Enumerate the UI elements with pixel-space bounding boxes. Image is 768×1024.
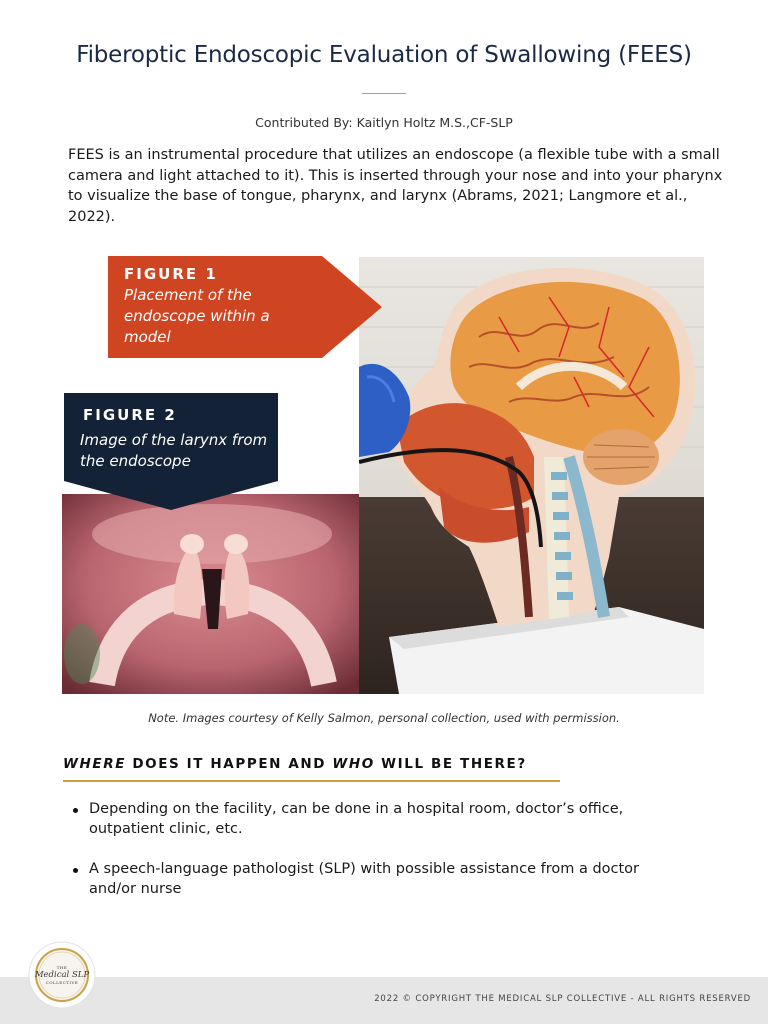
image-credit-note: Note. Images courtesy of Kelly Salmon, personal collection, used with permission. [148,711,620,725]
larynx-photo [62,494,359,694]
bullet-text: Depending on the facility, can be done in a hospital room, doctor’s office, outpatient clinic, etc. [89,801,624,837]
bullet-list [70,799,670,899]
figure1-description: Placement of the endoscope within a model [124,286,270,346]
title-divider [362,93,406,94]
list-item [70,859,670,899]
section-divider [63,780,560,782]
heading-where: WHERE [63,756,127,772]
logo-text [28,941,96,1009]
logo-line1: THE [56,965,68,970]
heading-middle: DOES IT HAPPEN AND [126,756,333,772]
document-title: Fiberoptic Endoscopic Evaluation of Swallowing (FEES) [76,42,692,68]
head-model-photo [359,257,704,694]
contributor-line: Contributed By: Kaitlyn Holtz M.S.,CF-SLP [255,115,513,130]
heading-end: WILL BE THERE? [374,756,527,772]
medical-slp-logo [28,941,96,1009]
figure2-description: Image of the larynx from the endoscope [80,431,268,470]
figure1-label: FIGURE 1 [124,265,218,283]
section-heading [63,756,527,772]
heading-who: WHO [332,756,375,772]
bullet-icon [73,868,78,873]
figure1-callout [108,256,382,358]
footer-bar [0,977,768,1024]
logo-line2: Medical SLP [34,970,90,980]
list-item [70,799,670,839]
logo-line3: COLLECTIVE [45,980,79,985]
bullet-text: A speech-language pathologist (SLP) with possible assistance from a doctor and/or nurse [89,861,640,897]
figure2-callout [64,393,278,510]
figure2-label: FIGURE 2 [83,406,177,424]
intro-paragraph: FEES is an instrumental procedure that utilizes an endoscope (a flexible tube with a small camera and light attached to it). This is inserted through your nose and into your pharynx to visualize the base of tongue, pharynx, and larynx (Abrams, 2021; Langmore et al., 2022). [68,147,723,225]
copyright-text: 2022 © COPYRIGHT THE MEDICAL SLP COLLECTIVE - ALL RIGHTS RESERVED [374,994,751,1004]
bullet-icon [73,808,78,813]
